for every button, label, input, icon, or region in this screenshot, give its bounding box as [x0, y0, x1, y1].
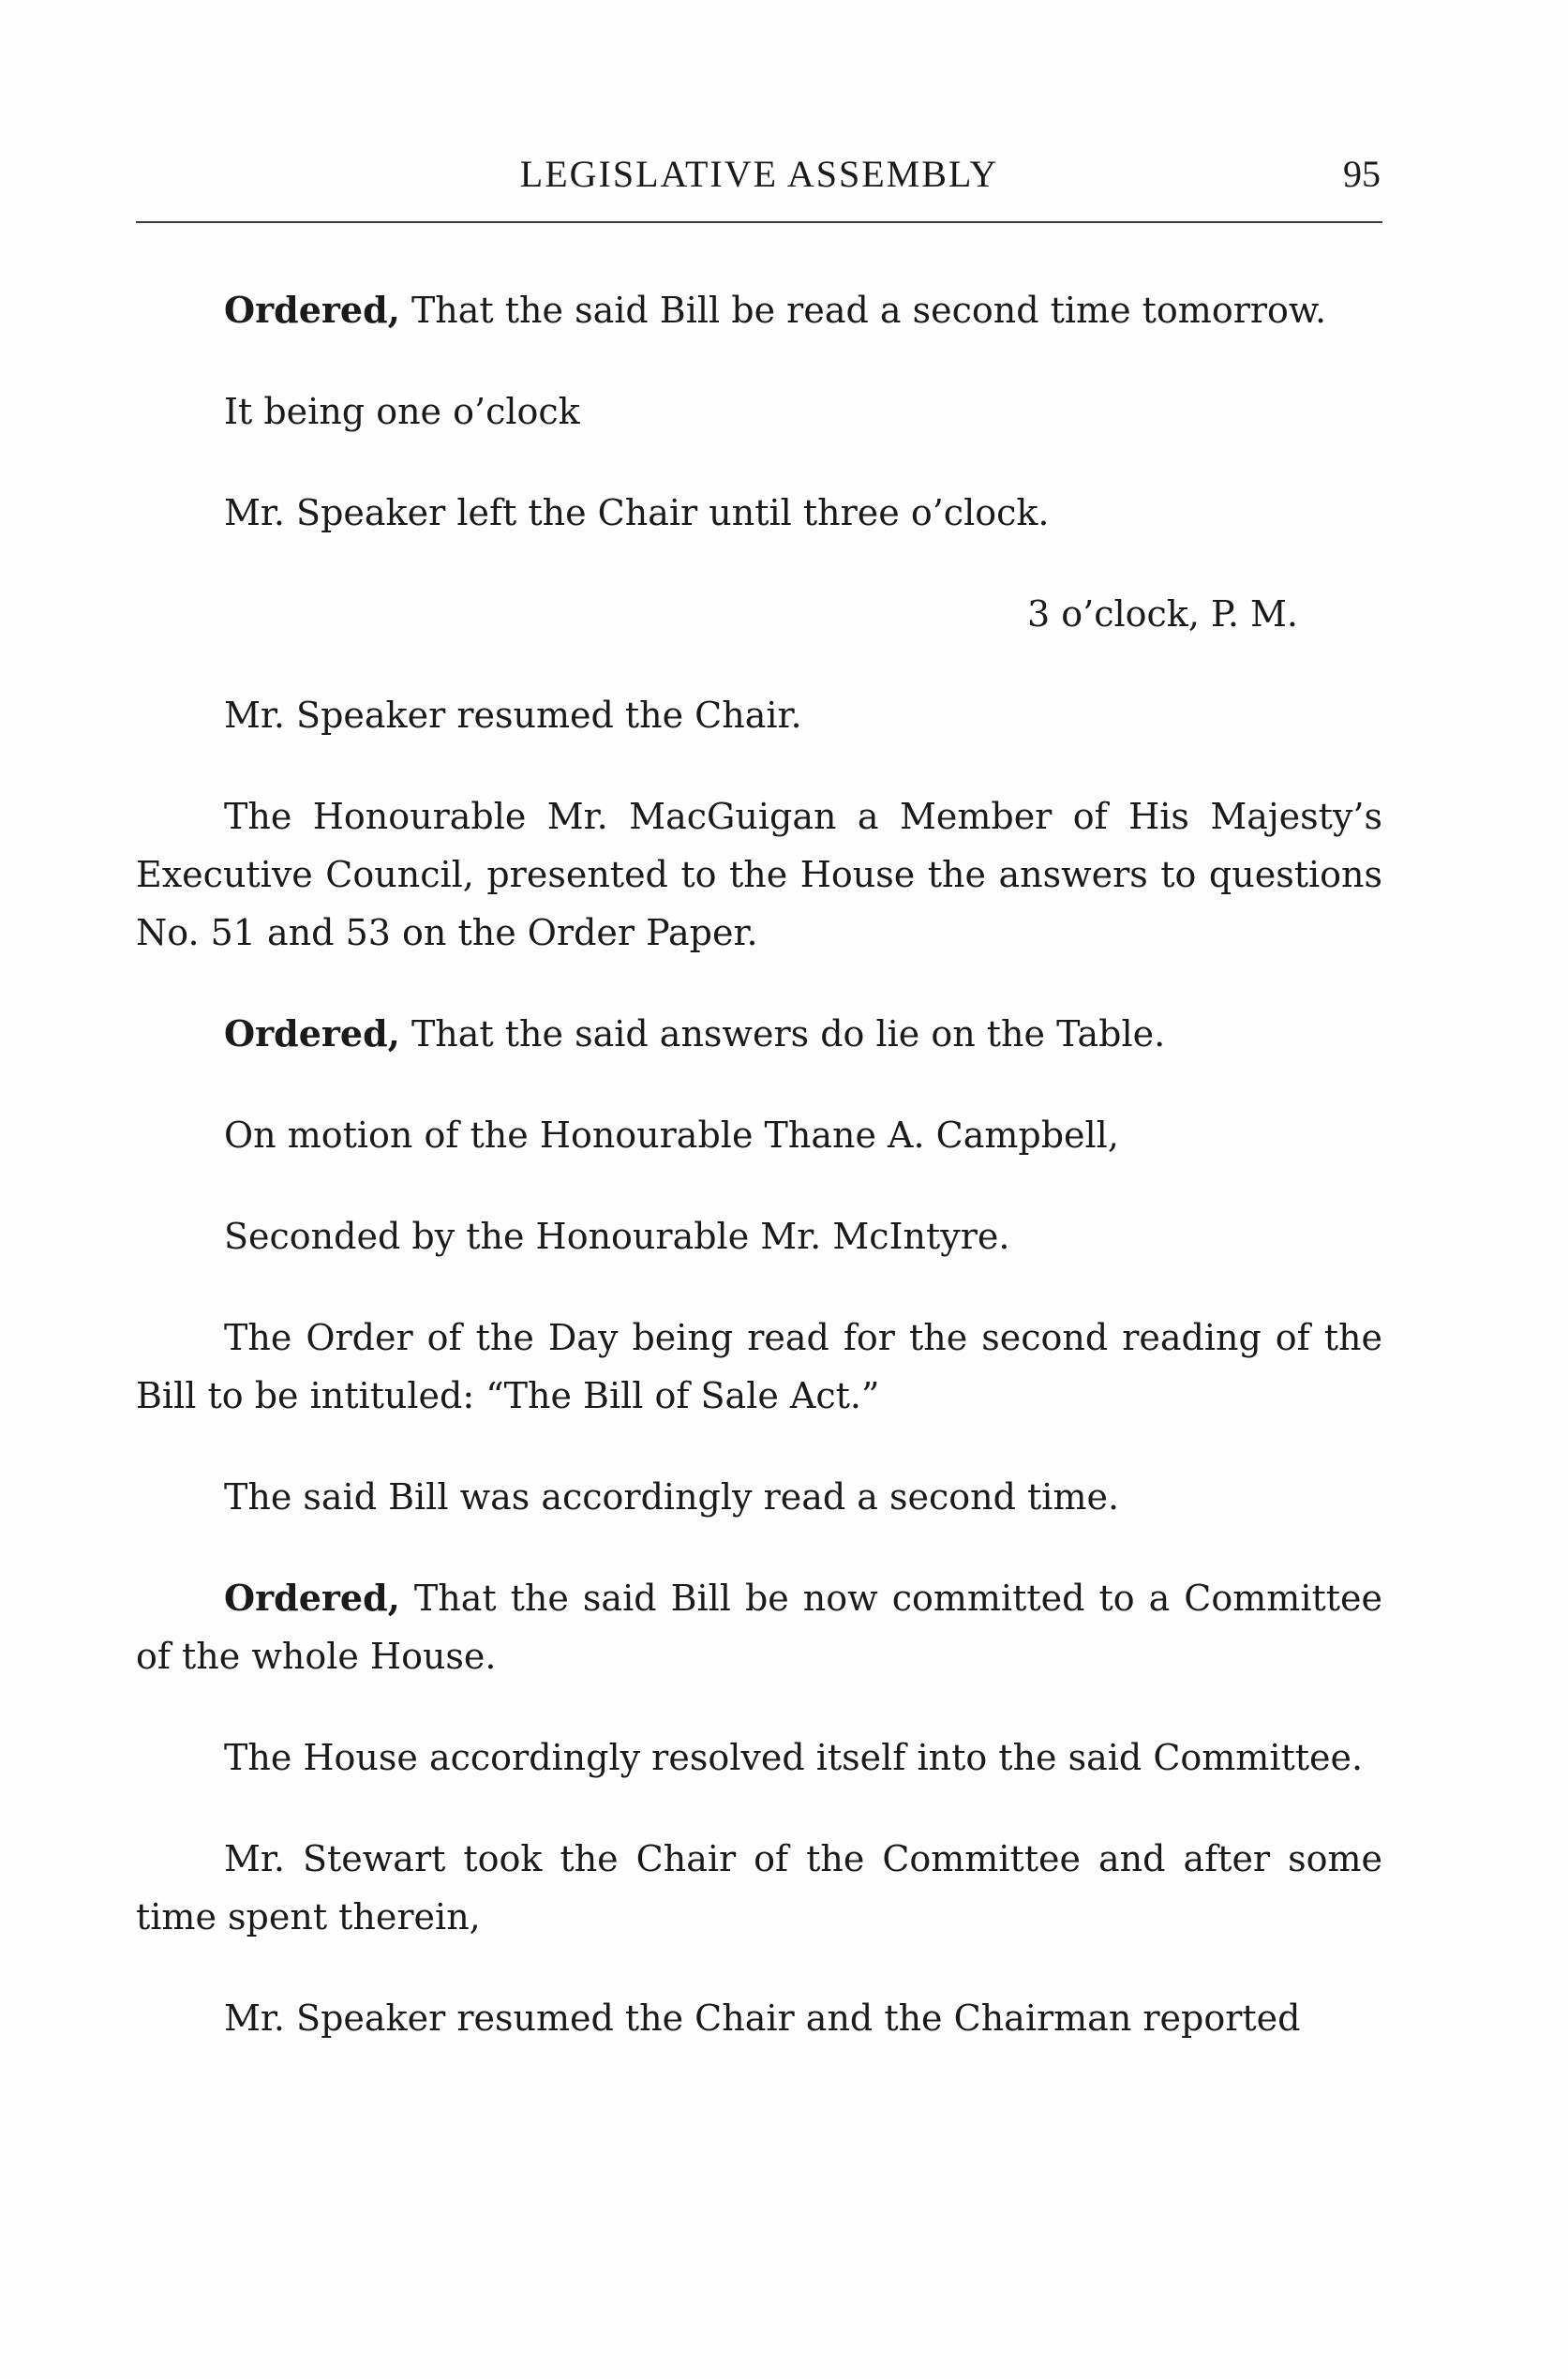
paragraph-text: That the said Bill be now committed to a Committee of the whole House.	[136, 1578, 1382, 1677]
paragraph-text: Mr. Speaker resumed the Chair and the Chairman reported	[224, 1997, 1301, 2039]
paragraph-house-resolved	[136, 1728, 1382, 1787]
paragraph-text: It being one o’clock	[224, 391, 580, 432]
paragraph-text: Mr. Speaker resumed the Chair.	[224, 695, 802, 736]
running-head: LEGISLATIVE ASSEMBLY	[519, 153, 999, 195]
paragraph-ordered-second-reading	[136, 281, 1382, 339]
paragraph-text: Mr. Stewart took the Chair of the Committee and after some time spent therein,	[136, 1838, 1382, 1938]
paragraph-text: That the said answers do lie on the Table.	[399, 1013, 1166, 1055]
paragraph-motion	[136, 1106, 1382, 1164]
paragraph-lead: Ordered,	[224, 1577, 400, 1619]
paragraph-text: The House accordingly resolved itself into the said Committee.	[224, 1737, 1364, 1778]
paragraph-text: Mr. Speaker left the Chair until three o’clock.	[224, 492, 1050, 533]
time-heading	[136, 585, 1382, 643]
paragraph-order-of-day	[136, 1309, 1382, 1425]
paragraph-ordered-table	[136, 1005, 1382, 1063]
header-rule	[136, 221, 1382, 223]
paragraph-lead: Ordered,	[224, 1012, 400, 1055]
paragraph-text: The Honourable Mr. MacGuigan a Member of His Majesty’s Executive Council, presented to the House the answers to questions No. 51 and 53 on the Order Paper.	[136, 796, 1382, 953]
page-header	[136, 152, 1382, 217]
paragraph-seconded	[136, 1207, 1382, 1265]
paragraph-text: 3 o’clock, P. M.	[1026, 593, 1298, 635]
paragraph-chairman-reported	[136, 1989, 1382, 2047]
paragraph-text: The Order of the Day being read for the second reading of the Bill to be intituled: “The Bill of Sale Act.”	[136, 1317, 1382, 1416]
paragraph-speaker-left	[136, 484, 1382, 542]
paragraph-text: The said Bill was accordingly read a second time.	[224, 1476, 1120, 1518]
paragraph-text: Seconded by the Honourable Mr. McIntyre.	[224, 1216, 1010, 1257]
page-number: 95	[1343, 153, 1381, 195]
paragraph-stewart-chair	[136, 1830, 1382, 1946]
paragraph-speaker-resumed	[136, 686, 1382, 744]
paragraph-text: On motion of the Honourable Thane A. Campbell,	[224, 1115, 1119, 1156]
body-text	[136, 281, 1382, 2090]
paragraph-lead: Ordered,	[224, 289, 400, 331]
paragraph-one-oclock	[136, 382, 1382, 441]
paragraph-read-second-time	[136, 1468, 1382, 1526]
paragraph-text: That the said Bill be read a second time tomorrow.	[399, 290, 1327, 331]
paragraph-macguigan-answers	[136, 787, 1382, 962]
paragraph-ordered-committed	[136, 1569, 1382, 1685]
